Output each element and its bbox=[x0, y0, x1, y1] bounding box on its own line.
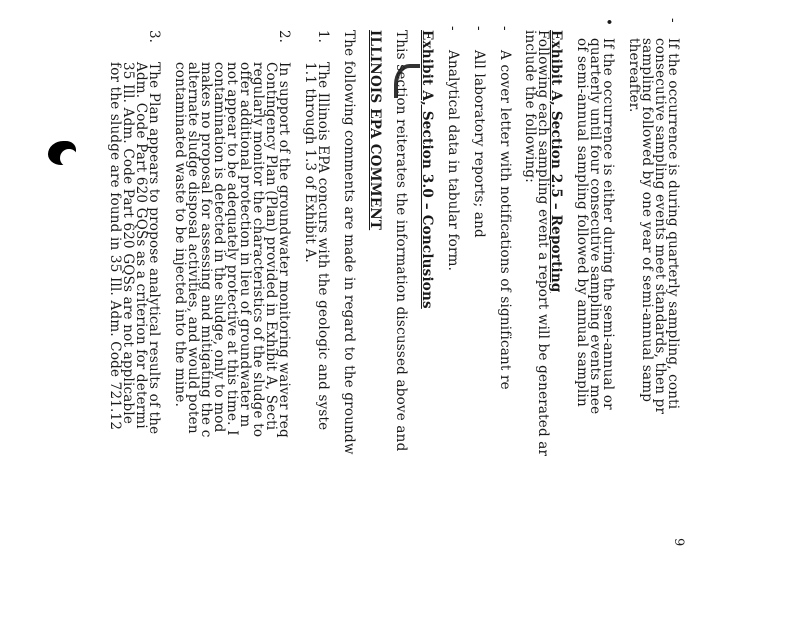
text-line: 35 Ill. Adm. Code Part 620 GQSs are not applicable bbox=[120, 62, 136, 425]
text-line: The following comments are made in regard to the groundw bbox=[341, 30, 357, 455]
text-line: consecutive sampling events meet standards, then pr bbox=[652, 38, 668, 415]
bullet-marker: • bbox=[600, 18, 616, 26]
bullet-marker: 3. bbox=[146, 30, 162, 43]
text-line: If the occurrence is either during the semi-annual or bbox=[600, 38, 616, 410]
text-line: If the occurrence is during quarterly sampling, conti bbox=[665, 38, 681, 410]
text-line: contaminated waste to be injected into the mine. bbox=[172, 62, 188, 408]
text-line: include the following: bbox=[522, 30, 538, 183]
text-line: This section reiterates the information discussed above and bbox=[393, 30, 409, 452]
text-line: for the sludge are found in 35 Ill. Adm. Code 721.12 bbox=[107, 62, 123, 431]
bullet-marker: 2. bbox=[276, 30, 292, 43]
text-line: A cover letter with notifications of significant re bbox=[497, 50, 513, 390]
bullet-marker: - bbox=[445, 26, 461, 31]
text-line: Contingency Plan (Plan) provided in Exhibit A, Secti bbox=[263, 62, 279, 431]
text-line: regularly monitor the characteristics of the sludge to bbox=[250, 62, 266, 438]
bullet-marker: - bbox=[497, 26, 513, 31]
text-line: 1.1 through 1.3 of Exhibit A. bbox=[302, 62, 318, 263]
text-line: In support of the groundwater monitoring waiver req bbox=[276, 62, 292, 438]
text-line: offer additional protection in lieu of groundwater m bbox=[237, 62, 253, 428]
text-line: makes no proposal for assessing and mitigating the c bbox=[198, 62, 214, 438]
bullet-marker: - bbox=[471, 26, 487, 31]
text-line: quarterly until four consecutive sampling events mee bbox=[587, 38, 603, 415]
text-line: sampling followed by one year of semi-annual samp bbox=[639, 38, 655, 403]
bullet-marker: 1. bbox=[315, 30, 331, 43]
section-heading: ILLINOIS EPA COMMENT bbox=[367, 30, 383, 231]
text-line: The Plan appears to propose analytical results of the bbox=[146, 62, 162, 435]
text-line: Following each sampling event a report will be generated ar bbox=[535, 30, 551, 457]
rotated-text-layer bbox=[80, 18, 686, 598]
text-line: Adm. Code Part 620 GQSs as a criterion for determi bbox=[133, 62, 149, 429]
scan-artifact-blot bbox=[48, 141, 76, 165]
text-line: All laboratory reports; and bbox=[471, 50, 487, 238]
section-heading: Exhibit A, Section 3.0 – Conclusions bbox=[419, 30, 435, 309]
text-line: The Illinois EPA concurs with the geologic and syste bbox=[315, 62, 331, 431]
page-number: 9 bbox=[671, 538, 686, 547]
text-line: not appear to be adequately protective at this time. I bbox=[224, 62, 240, 436]
text-line: Analytical data in tabular form. bbox=[445, 50, 461, 272]
bullet-marker: - bbox=[665, 18, 681, 23]
text-line: thereafter. bbox=[626, 38, 642, 113]
section-heading: Exhibit A, Section 2.5 – Reporting bbox=[548, 30, 564, 293]
text-line: alternate sludge disposal activities, and would poten bbox=[185, 62, 201, 434]
text-line: of semi-annual sampling followed by annual samplin bbox=[574, 38, 590, 407]
text-line: contamination is detected in the sludge, only to mod bbox=[211, 62, 227, 433]
